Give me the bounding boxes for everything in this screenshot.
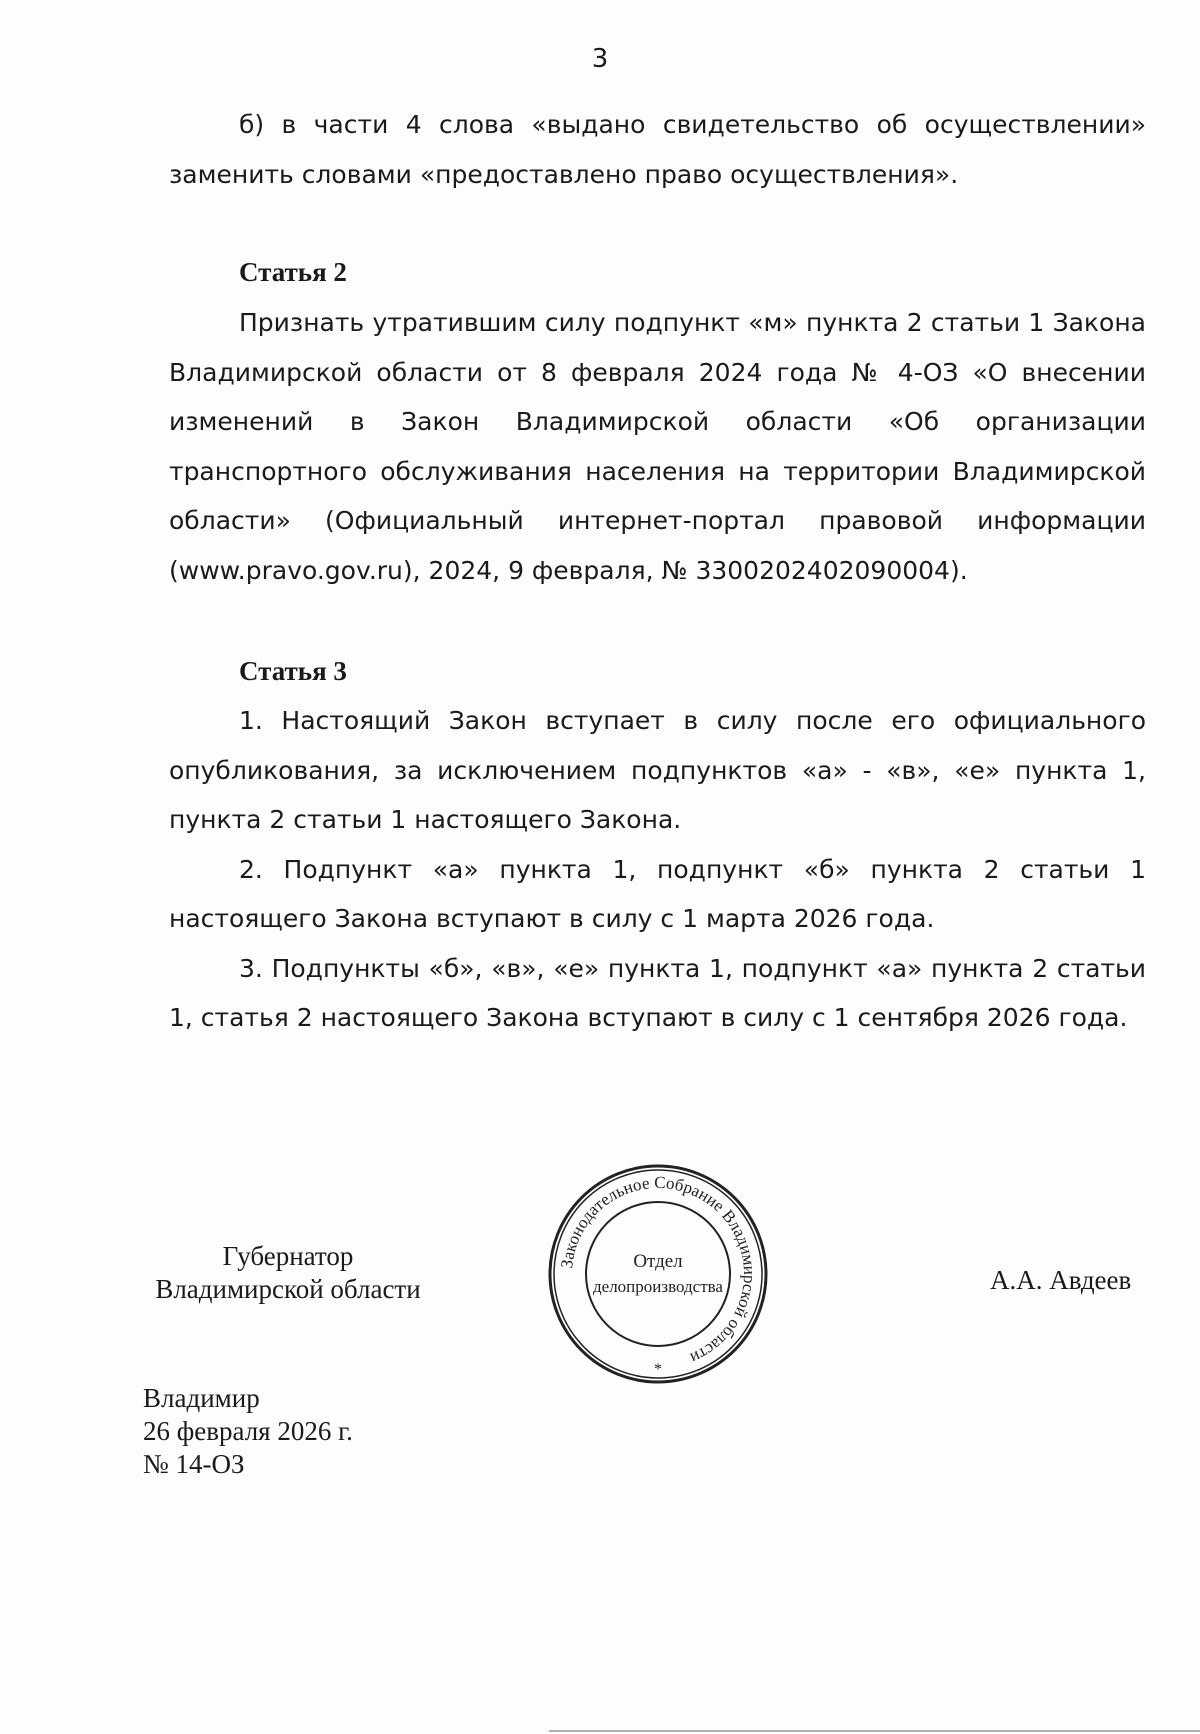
footer-rule — [549, 1730, 1200, 1732]
official-seal — [546, 1162, 770, 1386]
article-3-section — [169, 696, 1146, 1043]
governor-name: А.А. Авдеев — [990, 1265, 1132, 1295]
date: 26 февраля 2026 г. — [143, 1416, 353, 1446]
article-2-section — [169, 298, 1146, 595]
seal-ring-text: Законодательное Собрание Владимирской области — [557, 1172, 760, 1368]
intro-section — [169, 100, 1146, 199]
governor-title-line-1: Губернатор — [222, 1241, 354, 1271]
article-3-paragraph-3: 3. Подпункты «б», «в», «е» пункта 1, подпункт «а» пункта 2 статьи 1, статья 2 настоящего Закона вступают в силу с 1 сентября 2026 года. — [169, 953, 1146, 1032]
seal-center-line-2: делопроизводства — [593, 1277, 723, 1296]
intro-paragraph: б) в части 4 слова «выдано свидетельство об осуществлении» заменить словами «предоставлено право осуществления». — [169, 110, 1146, 189]
governor-title-line-2: Владимирской области — [155, 1274, 421, 1304]
seal-star: * — [654, 1361, 662, 1378]
place-date-block — [143, 1382, 353, 1481]
seal-inner-ring — [586, 1202, 730, 1346]
city: Владимир — [143, 1383, 260, 1413]
article-2-paragraph: Признать утратившим силу подпункт «м» пункта 2 статьи 1 Закона Владимирской области от 8 февраля 2024 года № 4-ОЗ «О внесении изменений в Закон Владимирской области «Об организации транспортного обслуживания населения на территории Владимирской области» (Официальный интернет-портал правовой информации (www.pravo.gov.ru), 2024, 9 февраля, № 3300202402090004). — [169, 308, 1146, 585]
article-2-heading: Статья 2 — [239, 257, 347, 287]
law-number: № 14-ОЗ — [143, 1449, 245, 1479]
seal-center-line-1: Отдел — [633, 1251, 683, 1272]
article-3-paragraph-2: 2. Подпункт «а» пункта 1, подпункт «б» пункта 2 статьи 1 настоящего Закона вступают в силу с 1 марта 2026 года. — [169, 854, 1146, 933]
governor-title — [143, 1240, 433, 1306]
seal-outer-ring — [550, 1166, 766, 1382]
article-3-paragraph-1: 1. Настоящий Закон вступает в силу после его официального опубликования, за исключением подпунктов «а» - «в», «е» пункта 1, пункта 2 статьи 1 настоящего Закона. — [169, 706, 1146, 834]
page-number: 3 — [591, 44, 609, 74]
article-3-heading: Статья 3 — [239, 656, 347, 686]
